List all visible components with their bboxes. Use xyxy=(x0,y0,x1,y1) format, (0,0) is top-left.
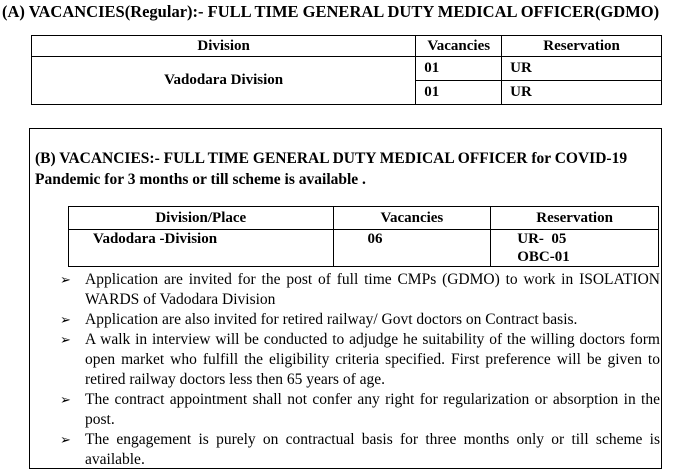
arrow-bullet-icon: ➢ xyxy=(60,312,71,327)
section-b-title: (B) VACANCIES:- FULL TIME GENERAL DUTY MEDICAL OFFICER for COVID-19 Pandemic for 3 months or till scheme is available . xyxy=(35,150,628,188)
header-reservation: Reservation xyxy=(491,207,659,230)
header-vacancies: Vacancies xyxy=(416,36,502,57)
vacancies-cell: 01 xyxy=(416,57,502,81)
table-row xyxy=(32,57,662,81)
arrow-bullet-icon: ➢ xyxy=(60,392,71,407)
header-reservation: Reservation xyxy=(502,36,662,57)
list-item xyxy=(60,430,660,470)
arrow-bullet-icon: ➢ xyxy=(60,332,71,347)
table-b-header-row xyxy=(69,207,659,230)
bullet-text: The contract appointment shall not confer any right for regularization or absorption in the post. xyxy=(85,391,660,428)
list-item xyxy=(60,330,660,390)
reservation-cell: UR xyxy=(502,81,662,105)
list-item xyxy=(60,270,660,310)
table-a-header-row xyxy=(32,36,662,57)
table-a xyxy=(31,35,662,105)
division-cell: Vadodara Division xyxy=(32,57,416,105)
reservation-cell: UR xyxy=(502,57,662,81)
bullet-text: Application are invited for the post of full time CMPs (GDMO) to work in ISOLATION WARDS of Vadodara Division xyxy=(85,271,660,308)
division-cell: Vadodara -Division xyxy=(69,230,334,267)
vacancies-cell: 06 xyxy=(333,230,491,267)
bullet-text: A walk in interview will be conducted to adjudge he suitability of the willing doctors form open market who fulfill the eligibility criteria specified. First preference will be given to retired railway doctors less then 65 years of age. xyxy=(85,331,660,388)
arrow-bullet-icon: ➢ xyxy=(60,432,71,447)
reservation-ur: UR- 05 xyxy=(517,231,567,247)
table-row xyxy=(69,230,659,267)
list-item xyxy=(60,310,660,330)
vacancies-cell: 01 xyxy=(416,81,502,105)
bullet-text: Application are also invited for retired railway/ Govt doctors on Contract basis. xyxy=(85,311,578,328)
arrow-bullet-icon: ➢ xyxy=(60,272,71,287)
header-division-place: Division/Place xyxy=(69,207,334,230)
header-vacancies: Vacancies xyxy=(333,207,491,230)
table-b xyxy=(68,206,659,267)
section-a-title: (A) VACANCIES(Regular):- FULL TIME GENERAL DUTY MEDICAL OFFICER(GDMO) xyxy=(2,2,660,21)
reservation-cell xyxy=(491,230,659,267)
bullet-list xyxy=(60,270,660,470)
reservation-obc: OBC-01 xyxy=(517,249,570,265)
header-division: Division xyxy=(32,36,416,57)
list-item xyxy=(60,390,660,430)
bullet-text: The engagement is purely on contractual basis for three months only or till scheme is available. xyxy=(85,431,660,468)
